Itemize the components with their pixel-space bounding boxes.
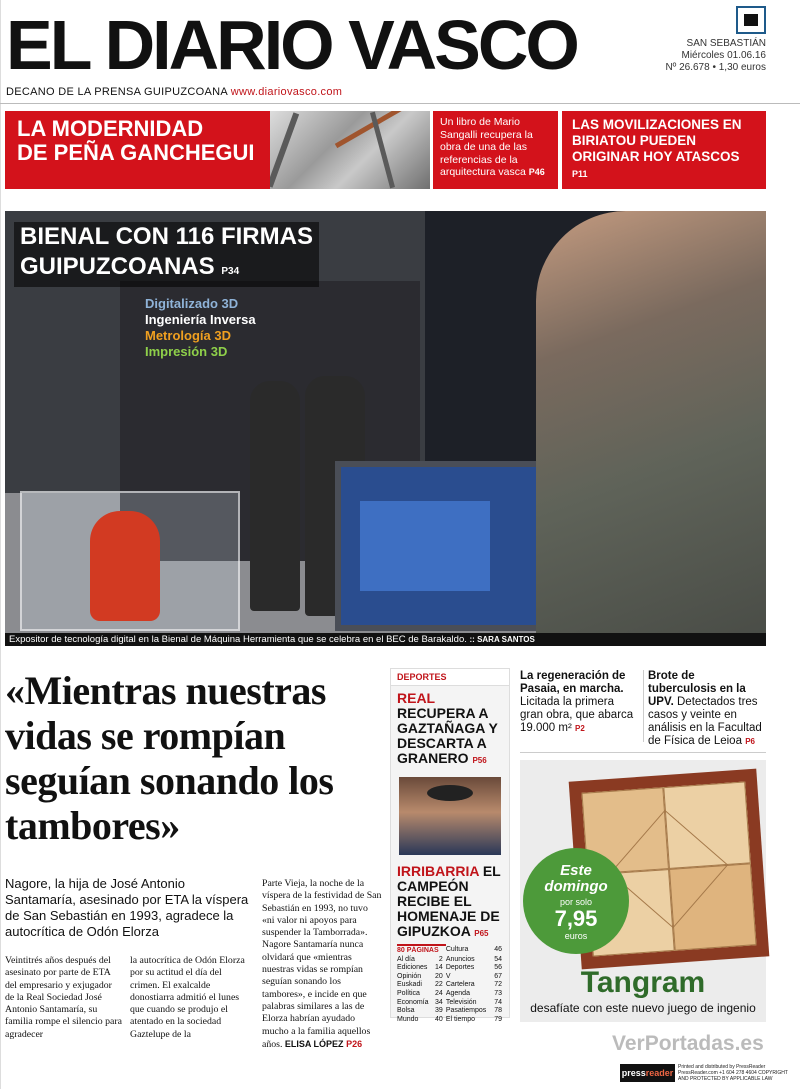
page-edge (0, 0, 1, 1089)
index-page: 2 (438, 955, 443, 963)
banner-sangalli-book[interactable] (433, 111, 558, 189)
price-badge (523, 848, 629, 954)
index-row (397, 1016, 505, 1025)
index-extra-page: 46 (494, 946, 502, 953)
wall-line-3: Metrología 3D (145, 328, 231, 343)
main-lead: Nagore, la hija de José Antonio Santamaría, asesinado por ETA la víspera de San Sebastián en 1993, agradece la autocrítica de Odón Elorza (5, 876, 249, 939)
index-page: 67 (494, 972, 502, 980)
index-section[interactable]: Política (397, 989, 420, 997)
index-page: 78 (494, 1007, 502, 1015)
index-extra-label[interactable]: Cultura (445, 946, 469, 953)
brief-tuberculosis[interactable] (648, 670, 766, 748)
index-section[interactable]: Economía (397, 998, 429, 1006)
index-row (397, 990, 505, 999)
index-section[interactable]: Opinión (397, 972, 422, 980)
index-section[interactable]: Euskadi (397, 981, 422, 989)
sports-item-1-text: RECUPERA A GAZTAÑAGA Y DESCARTA A GRANERO (397, 705, 498, 766)
index-page: 22 (435, 981, 443, 989)
index-section[interactable]: Cartelera (445, 981, 475, 989)
index-page: 14 (435, 964, 443, 972)
brief-1-head: La regeneración de Pasaia, en marcha. (520, 670, 626, 695)
story-column-3 (262, 878, 382, 1051)
index-page: 54 (494, 955, 502, 963)
sports-section-label: DEPORTES (391, 669, 509, 686)
tangram-title: Tangram (580, 966, 706, 999)
edition-city: SAN SEBASTIÁN (686, 38, 766, 49)
index-page: 74 (494, 998, 502, 1006)
index-row (397, 981, 505, 990)
story-byline (285, 1039, 362, 1049)
photo-headline[interactable] (14, 222, 319, 287)
photo-credit: :: SARA SANTOS (469, 635, 535, 644)
index-row (397, 956, 505, 965)
banner-biriatou[interactable] (562, 111, 766, 189)
sports-item-2-page: P65 (474, 929, 489, 938)
sports-item-1-keyword: REAL (397, 690, 435, 706)
tangram-subtitle: desafíate con este nuevo juego de ingenio (530, 1001, 756, 1015)
index-page: 39 (435, 1007, 443, 1015)
edition-issue: Nº 26.678 • 1,30 euros (665, 62, 766, 73)
index-page: 79 (494, 1015, 502, 1023)
index-section[interactable]: Al día (397, 955, 415, 963)
watermark: VerPortadas.es (612, 1032, 764, 1055)
byline-page: P26 (346, 1038, 363, 1049)
print-notice: Printed and distributed by PressReader PressReader.com +1 604 278 4604 COPYRIGHT AND PROTECTED BY APPLICABLE LAW (678, 1064, 788, 1082)
index-section[interactable]: El tiempo (445, 1015, 476, 1023)
sports-item-irribarria[interactable] (391, 859, 509, 946)
tagline-text: DECANO DE LA PRENSA GUIPUZCOANA (6, 86, 228, 98)
index-page: 34 (435, 998, 443, 1006)
index-page: 73 (494, 989, 502, 997)
banner-3-page: P11 (572, 169, 588, 179)
badge-price: 7,95 (554, 906, 598, 931)
wall-line-2: Ingeniería Inversa (145, 312, 256, 327)
photo-title-page: P34 (221, 266, 240, 277)
site-url-link[interactable]: www.diariovasco.com (230, 86, 343, 98)
story-column-3-text: Parte Vieja, la noche de la víspera de la festividad de San Sebastián en 1993, no tuvo «ni valor ni apoyos para suspender la Tamborrada». Nagore Santamaría nunca olvidará que «mientras nuestras vidas se rompían seguían sonando los tambores», e incide en que palabras similares a las de Elorza habrían ayudado mucho a la familia aquellos años. (262, 878, 382, 1050)
index-section[interactable]: Mundo (397, 1015, 419, 1023)
index-row (397, 964, 505, 973)
sports-item-real[interactable] (391, 686, 509, 773)
badge-line-3: por solo (559, 897, 593, 907)
index-section[interactable]: V (445, 972, 451, 980)
index-section[interactable]: Pasatiempos (445, 1007, 487, 1015)
badge-currency: euros (564, 931, 588, 941)
index-section[interactable]: Televisión (445, 998, 477, 1006)
badge-line-2: domingo (544, 878, 608, 895)
banner-3-text: LAS MOVILIZACIONES EN BIRIATOU PUEDEN ORIGINAR HOY ATASCOS (572, 117, 742, 164)
edition-info (665, 38, 766, 74)
architecture-photo (270, 111, 430, 189)
brief-pasaia[interactable] (520, 670, 640, 735)
index-row (397, 973, 505, 982)
index-section[interactable]: Deportes (445, 964, 475, 972)
story-column-1: Veintitrés años después del asesinato por parte de ETA del empresario y exjugador de la Real Sociedad José Antonio Santamaría, su familia rompe el silencio para agradecer (5, 955, 122, 1040)
photo-wall-sign (145, 296, 256, 360)
sports-item-1-page: P56 (472, 756, 487, 765)
page-index (397, 944, 505, 1024)
index-page: 20 (435, 972, 443, 980)
index-page: 24 (435, 989, 443, 997)
brief-2-text: Detectados tres casos y veinte en análisis en la Facultad de Física de Leioa (648, 696, 762, 747)
wall-line-1: Digitalizado 3D (145, 296, 239, 311)
masthead-title[interactable]: EL DIARIO VASCO (6, 6, 577, 84)
index-section[interactable]: Ediciones (397, 964, 428, 972)
edition-date: Miércoles 01.06.16 (681, 50, 766, 61)
main-headline[interactable]: «Mientras nuestras vidas se rompían seguían sonando los tambores» (5, 668, 334, 848)
index-section[interactable]: Agenda (445, 989, 470, 997)
briefs-bottom-divider (520, 752, 766, 753)
index-section[interactable]: Bolsa (397, 1007, 415, 1015)
story-column-2: la autocrítica de Odón Elorza por su actitud el día del crimen. El exalcalde donostiarra admitió el lunes que cuando se produjo el atentado en la sociedad Gaztelupe de la (130, 955, 245, 1040)
banner-2-text: Un libro de Mario Sangalli recupera la obra de una de las referencias de la arquitectura vasca (440, 116, 533, 178)
sports-column (390, 668, 510, 1023)
banner-1-line-1: LA MODERNIDAD (17, 116, 204, 141)
logo-part-a: press (621, 1068, 646, 1078)
photo-caption (5, 633, 766, 646)
brief-2-page: P6 (745, 737, 755, 746)
tagline (6, 86, 342, 98)
index-page: 40 (435, 1015, 443, 1023)
index-row (397, 999, 505, 1008)
index-row (397, 1007, 505, 1016)
wall-line-4: Impresión 3D (145, 344, 228, 359)
photo-title-line-1: BIENAL CON 116 FIRMAS (20, 223, 313, 250)
index-header: 80 PÁGINAS (397, 945, 446, 956)
pressreader-logo[interactable] (620, 1064, 675, 1082)
banner-2-page: P46 (528, 167, 545, 177)
masthead-divider (0, 103, 800, 104)
badge-line-1: Este (560, 862, 592, 879)
index-page: 56 (494, 964, 502, 972)
brief-1-text: Licitada la primera gran obra, que abarca 19.000 m² (520, 696, 634, 734)
sports-item-2-keyword: IRRIBARRIA (397, 863, 479, 879)
newspaper-logo-icon (736, 6, 766, 34)
banner-pena-ganchegui[interactable] (5, 111, 270, 189)
sports-item-2-text: EL CAMPEÓN RECIBE EL HOMENAJE DE GIPUZKOA (397, 863, 501, 939)
byline-author: ELISA LÓPEZ (284, 1038, 344, 1049)
brief-1-page: P2 (574, 724, 585, 733)
banner-1-line-2: DE PEÑA GANCHEGUI (17, 140, 255, 165)
photo-title-line-2: GUIPUZCOANAS (20, 253, 215, 280)
logo-part-b: reader (645, 1068, 674, 1078)
irribarria-photo (399, 777, 501, 855)
caption-text: Expositor de tecnología digital en la Bienal de Máquina Herramienta que se celebra en el BEC de Barakaldo. (9, 634, 467, 645)
brief-2-head: Brote de tuberculosis en la UPV. (648, 670, 746, 708)
brief-divider (643, 670, 644, 742)
index-section[interactable]: Anuncios (445, 955, 475, 963)
index-page: 72 (494, 981, 502, 989)
